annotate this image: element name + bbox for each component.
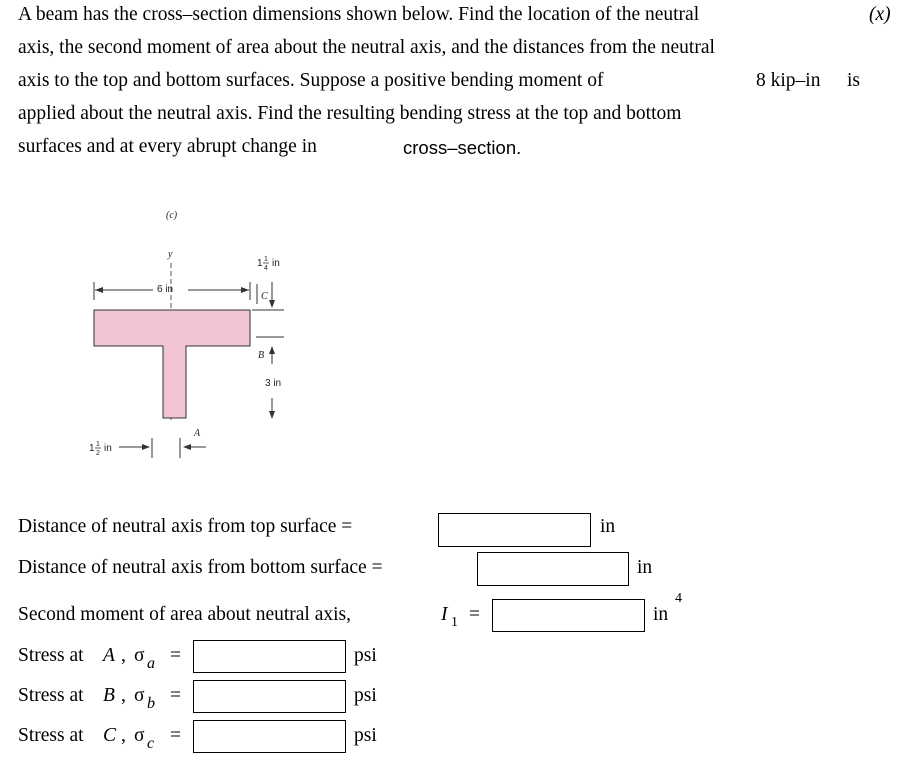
stress-a-subscript: a [147,655,155,672]
t-section-figure [80,200,320,470]
inertia-unit: in [653,604,669,625]
flange-frac-num: 1 [264,256,268,263]
stress-c-unit: psi [354,725,377,746]
question-line-2: axis, the second moment of area about the neutral axis, and the distances from the neutral [18,37,715,58]
stress-a-unit: psi [354,645,377,666]
height-arrow-up [269,346,275,354]
web-frac-den: 2 [96,450,100,457]
y-axis-label: y [168,249,173,260]
point-c-label: C [261,291,268,302]
stress-b-unit: psi [354,685,377,706]
height-arrow-down [269,411,275,419]
width-arrow-right [241,287,249,293]
stress-a-input[interactable] [193,640,346,673]
moment-value: 8 kip–in [756,70,821,91]
inertia-equals: = [469,604,480,625]
flange-frac-den: 4 [264,265,268,272]
question-marker: (x) [869,4,891,25]
inertia-subscript: 1 [451,615,458,630]
inertia-input[interactable] [492,599,645,632]
stress-b-comma: , [121,685,126,706]
question-line-1: A beam has the cross–section dimensions shown below. Find the location of the neutral [18,4,700,25]
inertia-label: Second moment of area about neutral axis, [18,604,352,625]
width-label: 6 in [157,284,174,295]
moment-suffix: is [847,70,861,91]
web-whole: 1 [89,443,95,454]
stress-b-subscript: b [147,695,155,712]
question-line-3: axis to the top and bottom surfaces. Suppose a positive bending moment of [18,70,604,91]
question-line-5: surfaces and at every abrupt change in [18,136,317,157]
stress-a-sigma: σ [134,645,145,666]
stress-c-comma: , [121,725,126,746]
t-section-shape [94,310,250,418]
inertia-symbol: I [441,604,448,625]
inertia-exponent: 4 [675,591,682,606]
stress-a-comma: , [121,645,126,666]
stress-b-label: Stress at [18,685,84,706]
stress-c-point: C [103,725,117,746]
stress-b-point: B [103,685,115,706]
stress-a-equals: = [170,645,181,666]
stress-c-equals: = [170,725,181,746]
question-line-4: applied about the neutral axis. Find the resulting bending stress at the top and bottom [18,103,682,124]
point-a-label: A [194,428,201,439]
stress-c-input[interactable] [193,720,346,753]
top-distance-label: Distance of neutral axis from top surface = [18,516,353,537]
stress-a-point: A [103,645,115,666]
point-b-label: B [258,350,265,361]
a-arrow [183,444,191,450]
question-line-5-end: cross–section. [403,137,522,158]
stress-a-label: Stress at [18,645,84,666]
c-arrow [269,300,275,308]
width-arrow-left [95,287,103,293]
flange-unit: in [272,258,280,269]
height-label: 3 in [265,378,282,389]
stress-c-sigma: σ [134,725,145,746]
bottom-distance-unit: in [637,557,653,578]
stress-b-input[interactable] [193,680,346,713]
web-unit: in [104,443,112,454]
web-frac-num: 1 [96,441,100,448]
stress-c-label: Stress at [18,725,84,746]
stress-b-equals: = [170,685,181,706]
figure-label: (c) [166,210,178,221]
bottom-distance-input[interactable] [477,552,629,586]
stress-b-sigma: σ [134,685,145,706]
flange-whole: 1 [257,258,263,269]
web-arrow [142,444,150,450]
stress-c-subscript: c [147,735,155,752]
bottom-distance-label: Distance of neutral axis from bottom surface = [18,557,383,578]
top-distance-unit: in [600,516,616,537]
top-distance-input[interactable] [438,513,591,547]
